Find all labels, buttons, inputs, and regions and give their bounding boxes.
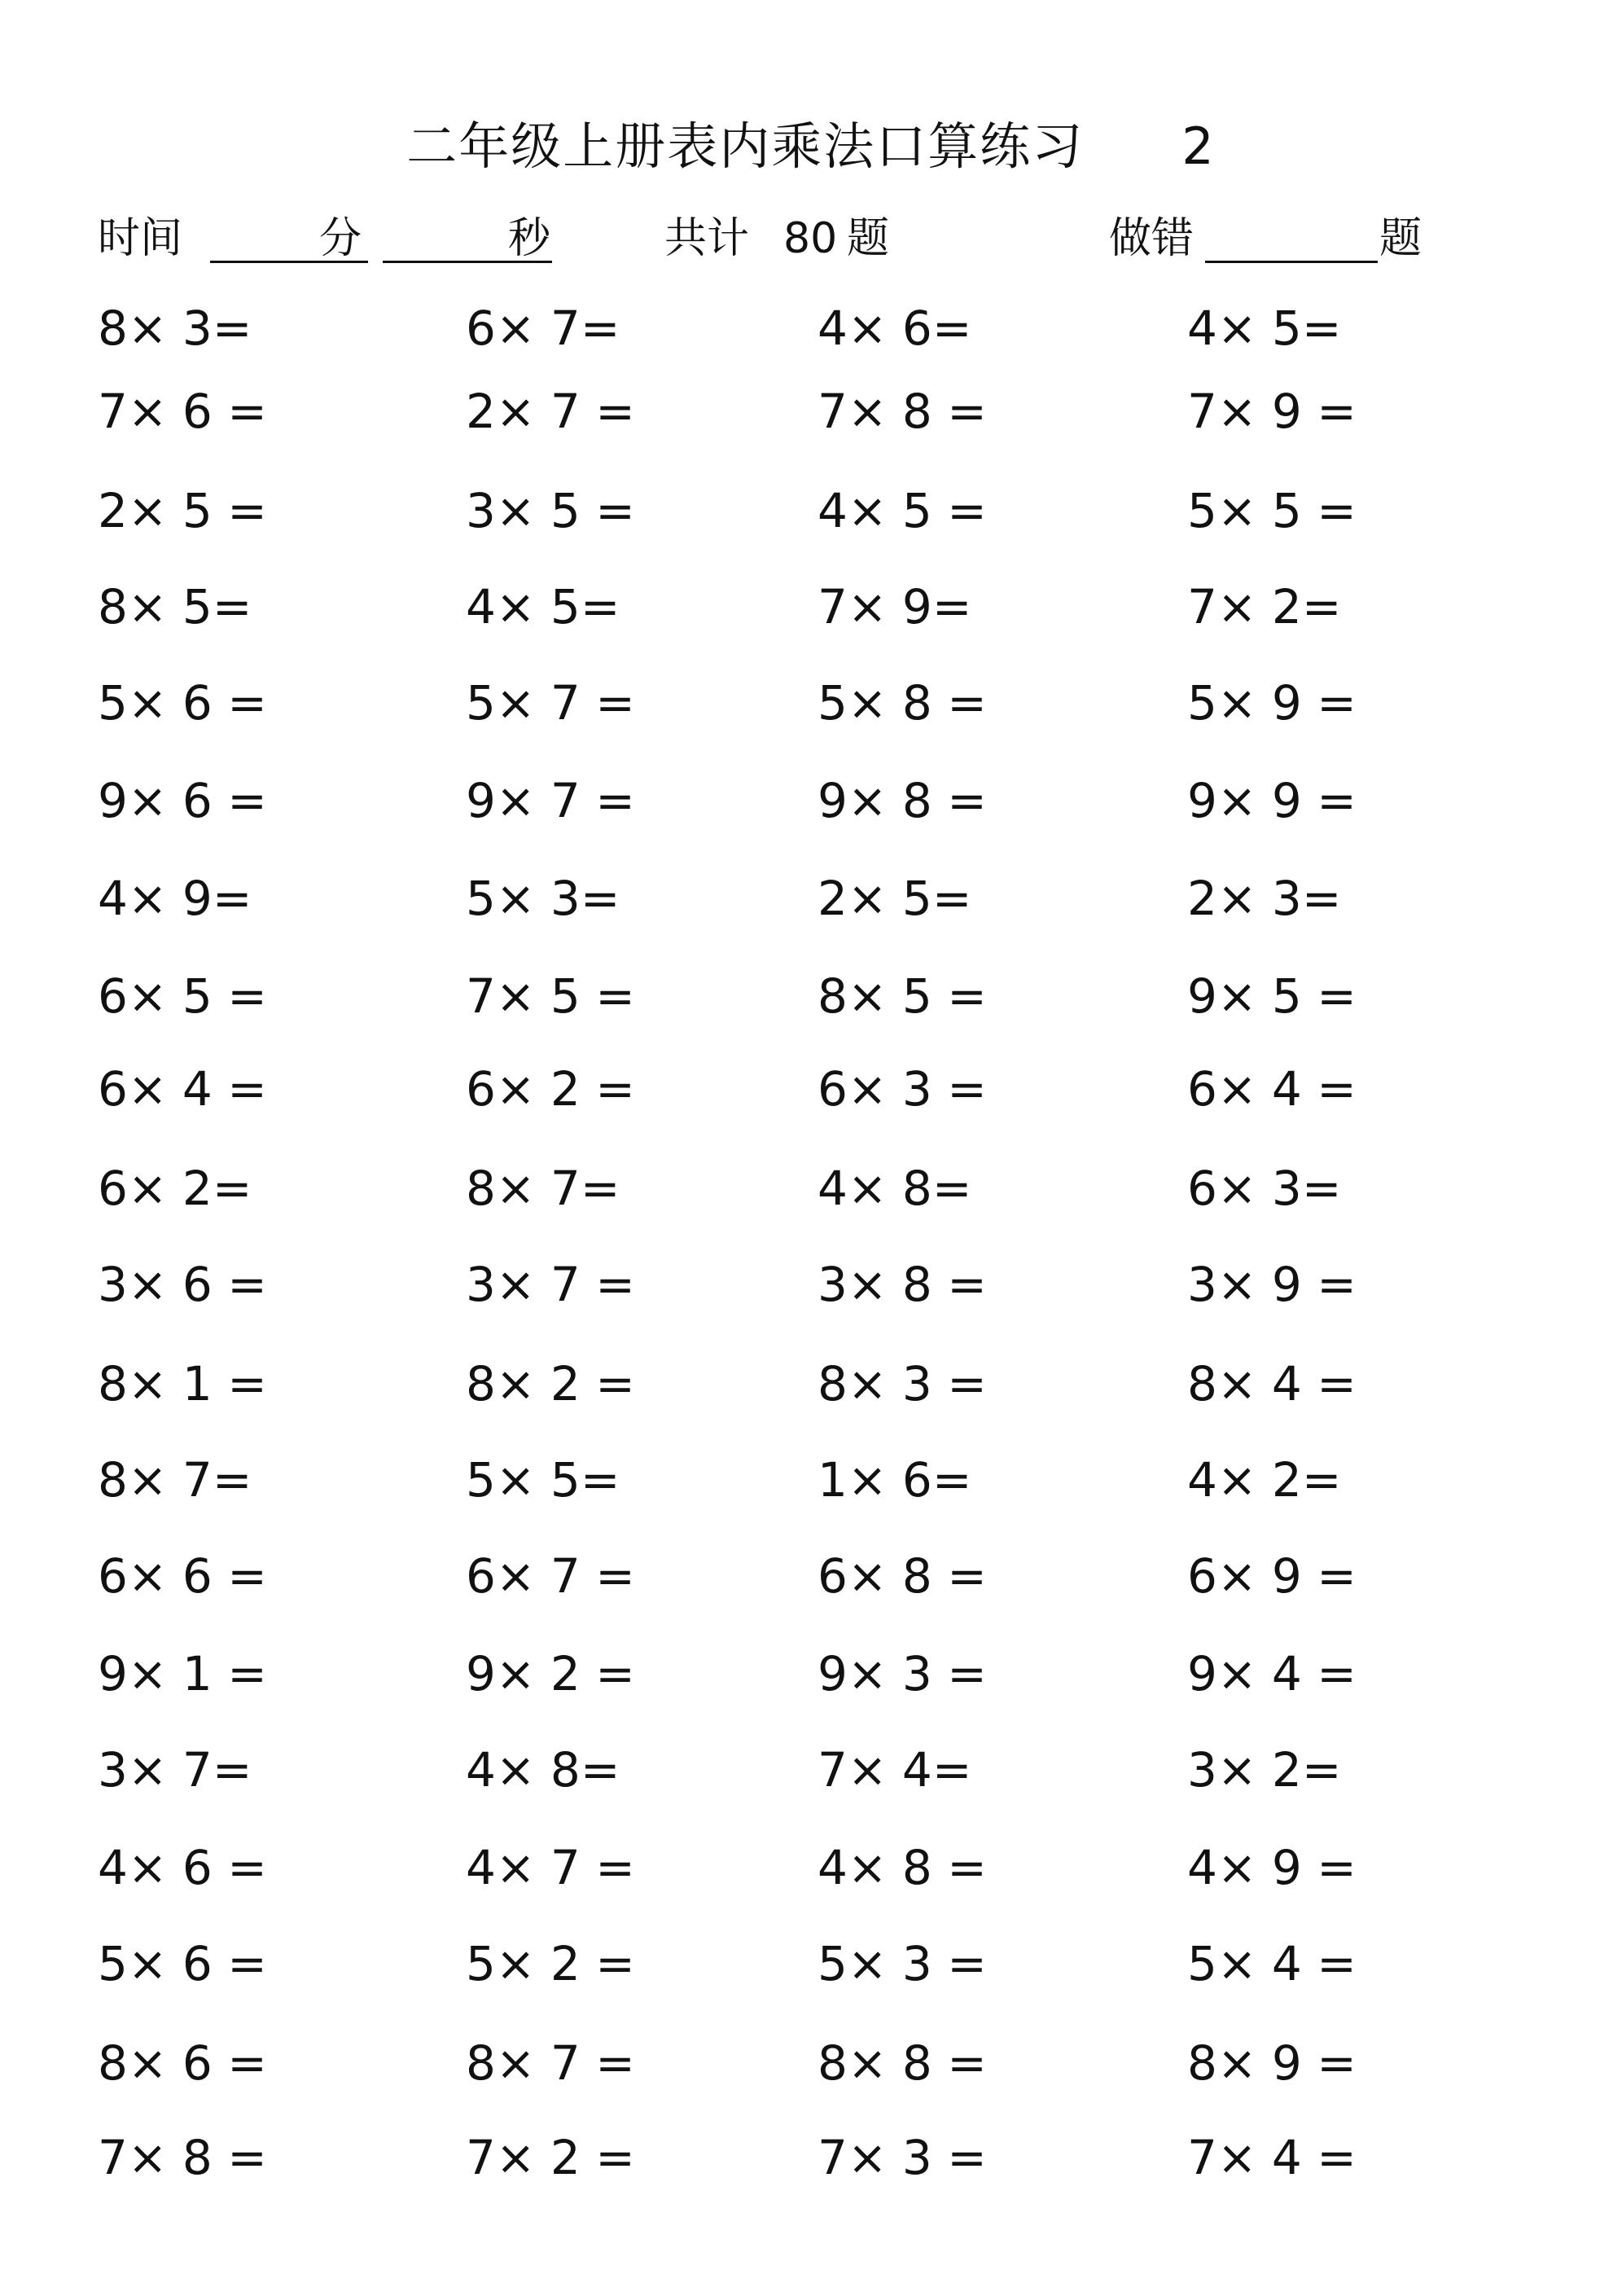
problem-r18-c1: 5× 6 =	[98, 1936, 267, 1991]
problem-r17-c4: 4× 9 =	[1187, 1840, 1357, 1895]
problem-r6-c3: 9× 8 =	[818, 773, 987, 828]
time-label: 时间	[98, 214, 183, 263]
problem-r5-c4: 5× 9 =	[1187, 675, 1357, 731]
problem-r6-c4: 9× 9 =	[1187, 773, 1357, 828]
problem-r16-c4: 3× 2=	[1187, 1742, 1342, 1798]
problem-r2-c1: 7× 6 =	[98, 384, 267, 439]
problem-r17-c3: 4× 8 =	[818, 1840, 987, 1895]
title-text: 二年级上册表内乘法口算练习	[406, 116, 1085, 176]
problem-r13-c4: 4× 2=	[1187, 1452, 1342, 1508]
second-label: 秒	[508, 214, 551, 263]
problem-r12-c2: 8× 2 =	[466, 1356, 635, 1411]
problem-r14-c1: 6× 6 =	[98, 1548, 267, 1604]
problem-r19-c3: 8× 8 =	[818, 2035, 987, 2091]
problem-r6-c1: 9× 6 =	[98, 773, 267, 828]
total-suffix: 题	[847, 214, 890, 263]
problem-r1-c2: 6× 7=	[466, 301, 620, 356]
minute-label: 分	[319, 214, 362, 263]
problem-r10-c4: 6× 3=	[1187, 1161, 1342, 1216]
problem-r15-c1: 9× 1 =	[98, 1646, 267, 1701]
errors-suffix: 题	[1379, 214, 1423, 263]
problem-r10-c3: 4× 8=	[818, 1161, 972, 1216]
problem-r11-c2: 3× 7 =	[466, 1257, 635, 1312]
total-label: 共计	[664, 214, 750, 263]
problem-r15-c4: 9× 4 =	[1187, 1646, 1357, 1701]
problem-r5-c1: 5× 6 =	[98, 675, 267, 731]
problem-r14-c4: 6× 9 =	[1187, 1548, 1357, 1604]
total-count: 80	[783, 214, 838, 263]
problem-r7-c2: 5× 3=	[466, 871, 620, 926]
title-number: 2	[1181, 116, 1216, 176]
problem-r12-c3: 8× 3 =	[818, 1356, 987, 1411]
errors-label: 做错	[1109, 214, 1195, 263]
problem-r3-c2: 3× 5 =	[466, 483, 635, 538]
problem-r13-c2: 5× 5=	[466, 1452, 620, 1508]
problem-r17-c2: 4× 7 =	[466, 1840, 635, 1895]
problem-r1-c3: 4× 6=	[818, 301, 972, 356]
problem-r9-c1: 6× 4 =	[98, 1061, 267, 1117]
problem-r11-c3: 3× 8 =	[818, 1257, 987, 1312]
problem-r18-c4: 5× 4 =	[1187, 1936, 1357, 1991]
problem-r4-c3: 7× 9=	[818, 579, 972, 634]
problem-r8-c2: 7× 5 =	[466, 968, 635, 1024]
problem-r20-c4: 7× 4 =	[1187, 2130, 1357, 2185]
problem-r2-c4: 7× 9 =	[1187, 384, 1357, 439]
problem-r20-c3: 7× 3 =	[818, 2130, 987, 2185]
problem-r3-c3: 4× 5 =	[818, 483, 987, 538]
problem-r7-c1: 4× 9=	[98, 871, 252, 926]
problem-r8-c4: 9× 5 =	[1187, 968, 1357, 1024]
problem-r5-c2: 5× 7 =	[466, 675, 635, 731]
problem-r14-c2: 6× 7 =	[466, 1548, 635, 1604]
problem-r18-c2: 5× 2 =	[466, 1936, 635, 1991]
problem-r15-c3: 9× 3 =	[818, 1646, 987, 1701]
problem-r13-c1: 8× 7=	[98, 1452, 252, 1508]
problem-r8-c1: 6× 5 =	[98, 968, 267, 1024]
problem-r17-c1: 4× 6 =	[98, 1840, 267, 1895]
problem-r14-c3: 6× 8 =	[818, 1548, 987, 1604]
problem-r10-c2: 8× 7=	[466, 1161, 620, 1216]
problem-r16-c2: 4× 8=	[466, 1742, 620, 1798]
problem-r4-c1: 8× 5=	[98, 579, 252, 634]
problem-r19-c4: 8× 9 =	[1187, 2035, 1357, 2091]
problem-r9-c3: 6× 3 =	[818, 1061, 987, 1117]
problem-r9-c2: 6× 2 =	[466, 1061, 635, 1117]
problem-r10-c1: 6× 2=	[98, 1161, 252, 1216]
problem-r11-c1: 3× 6 =	[98, 1257, 267, 1312]
problem-r19-c1: 8× 6 =	[98, 2035, 267, 2091]
problem-r1-c1: 8× 3=	[98, 301, 252, 356]
problem-r20-c2: 7× 2 =	[466, 2130, 635, 2185]
problem-r3-c4: 5× 5 =	[1187, 483, 1357, 538]
problem-r2-c3: 7× 8 =	[818, 384, 987, 439]
problem-r12-c4: 8× 4 =	[1187, 1356, 1357, 1411]
problem-r19-c2: 8× 7 =	[466, 2035, 635, 2091]
problem-r4-c2: 4× 5=	[466, 579, 620, 634]
problem-r3-c1: 2× 5 =	[98, 483, 267, 538]
problem-r8-c3: 8× 5 =	[818, 968, 987, 1024]
problem-r16-c1: 3× 7=	[98, 1742, 252, 1798]
problem-r11-c4: 3× 9 =	[1187, 1257, 1357, 1312]
problem-r13-c3: 1× 6=	[818, 1452, 972, 1508]
problem-r4-c4: 7× 2=	[1187, 579, 1342, 634]
problem-r2-c2: 2× 7 =	[466, 384, 635, 439]
problem-r9-c4: 6× 4 =	[1187, 1061, 1357, 1117]
problem-r6-c2: 9× 7 =	[466, 773, 635, 828]
problem-r20-c1: 7× 8 =	[98, 2130, 267, 2185]
problem-r15-c2: 9× 2 =	[466, 1646, 635, 1701]
problem-r7-c3: 2× 5=	[818, 871, 972, 926]
problem-r12-c1: 8× 1 =	[98, 1356, 267, 1411]
problem-r5-c3: 5× 8 =	[818, 675, 987, 731]
problem-r7-c4: 2× 3=	[1187, 871, 1342, 926]
problem-r18-c3: 5× 3 =	[818, 1936, 987, 1991]
problem-r16-c3: 7× 4=	[818, 1742, 972, 1798]
problem-r1-c4: 4× 5=	[1187, 301, 1342, 356]
